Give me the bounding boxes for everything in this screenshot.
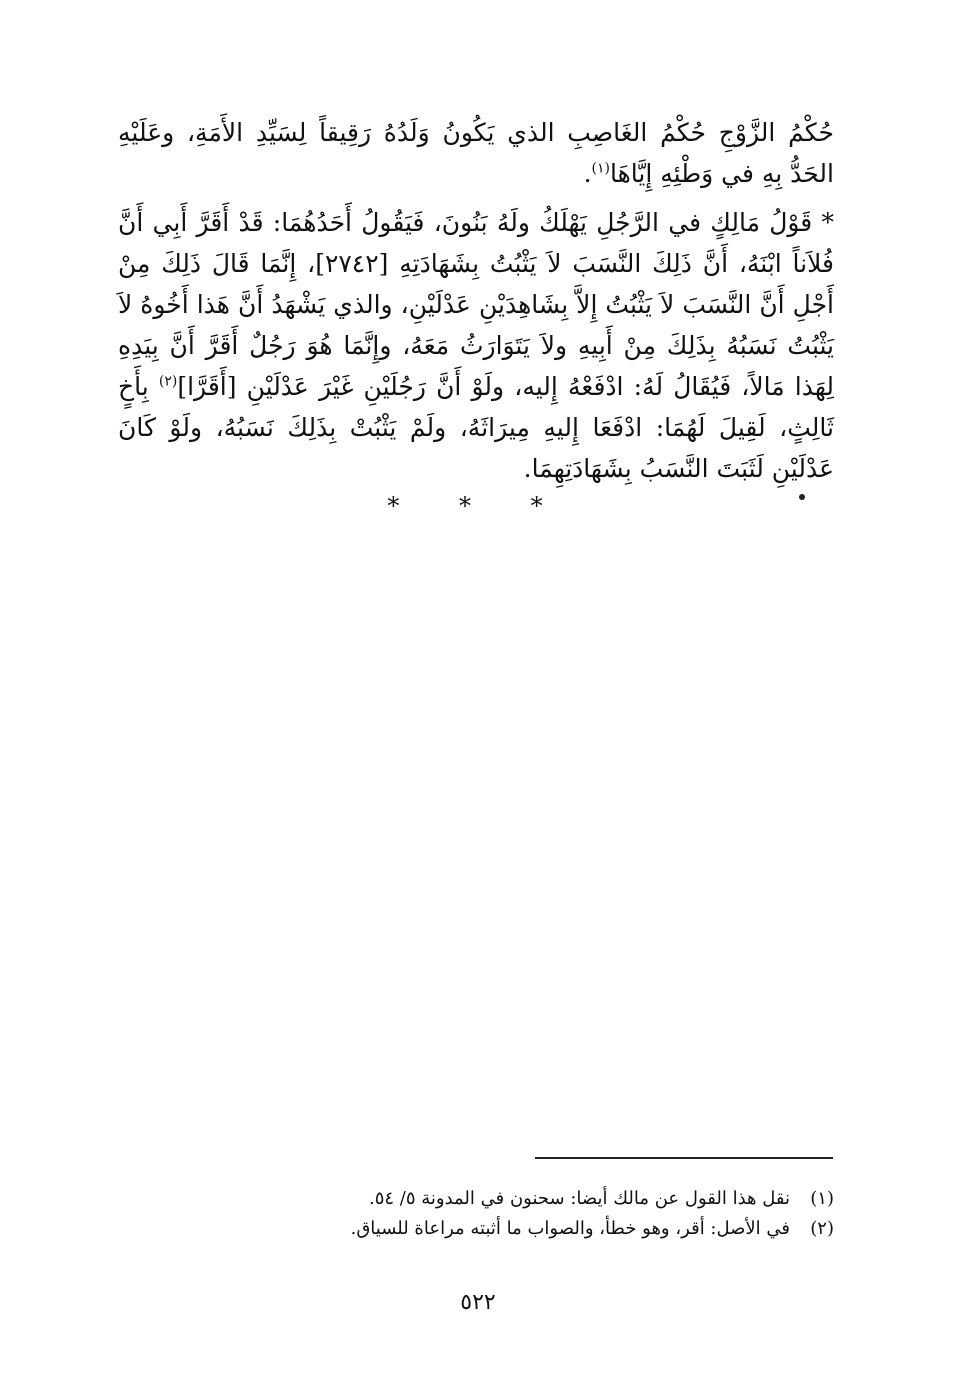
paragraph-1 (118, 112, 834, 194)
footnote-number: (١) (810, 1188, 834, 1209)
footnote-number: (٢) (810, 1218, 834, 1239)
page-number: ٥٢٢ (460, 1290, 496, 1315)
footnote-text: نقل هذا القول عن مالك أيضا: سحنون في المدونة ٥/ ٥٤. (368, 1188, 790, 1209)
paragraph-2 (118, 202, 834, 489)
footnote-1 (118, 1184, 834, 1214)
paragraph-1-end: . (583, 159, 592, 188)
section-separator: * * * (387, 492, 569, 520)
footnote-divider (535, 1157, 833, 1159)
main-text (118, 112, 834, 489)
footnote-ref-1[interactable]: (١) (591, 160, 610, 177)
footnote-text: في الأصل: أقر، وهو خطأ، والصواب ما أثبته مراعاة للسياق. (350, 1218, 790, 1239)
paragraph-1-text: حُكْمُ الزَّوْجِ حُكْمُ الغَاصِبِ الذي يَكُونُ وَلَدُهُ رَقِيقاً لِسَيِّدِ الأَمَةِ، وعَلَيْهِ الحَدُّ بِهِ في وَطْئِهِ إِيَّاهَا (118, 118, 834, 188)
paragraph-2-text-a: * قَوْلُ مَالِكٍ في الرَّجُلِ يَهْلَكُ ولَهُ بَنُونَ، فَيَقُولُ أَحَدُهُمَا: قَدْ أَقَرَّ أَبِي أَنَّ فُلاَناً ابْنَهُ، أَنَّ ذَلِكَ النَّسَبَ لاَ يَثْبُتُ بِشَهَادَتِهِ [٢٧٤٢]، إِنَّمَا قَالَ ذَلِكَ مِنْ أَجْلِ أَنَّ النَّسَبَ لاَ يَثْبُتُ إِلاَّ بِشَاهِدَيْنِ عَدْلَيْنِ، والذي يَشْهَدُ أَنَّ هَذا أَخُوهُ لاَ يَثْبُتُ نَسَبُهُ بِذَلِكَ مِنْ أَبِيهِ ولاَ يَتَوَارَثُ مَعَهُ، وإِنَّمَا هُوَ رَجُلٌ أَقَرَّ أَنَّ بِيَدِهِ لِهَذا مَالاً، فَيُقَالُ لَهُ: ادْفَعْهُ إِليه، ولَوْ أَنَّ رَجُلَيْنِ غَيْرَ عَدْلَيْنِ [أَقَرَّا] (118, 208, 834, 401)
footnote-ref-2[interactable]: (٢) (158, 373, 178, 390)
footnote-2 (118, 1214, 834, 1244)
footnotes (118, 1184, 834, 1244)
paragraph-2-text-b: بِأَخٍ ثَالِثٍ، لَقِيلَ لَهُمَا: ادْفَعَا إِليهِ مِيرَاثَهُ، ولَمْ يَثْبُتْ بِذَلِكَ نَسَبُهُ، ولَوْ كَانَ عَدْلَيْنِ لَثَبَتَ النَّسَبُ بِشَهَادَتِهِمَا. (118, 372, 834, 483)
ink-dot (799, 494, 805, 500)
